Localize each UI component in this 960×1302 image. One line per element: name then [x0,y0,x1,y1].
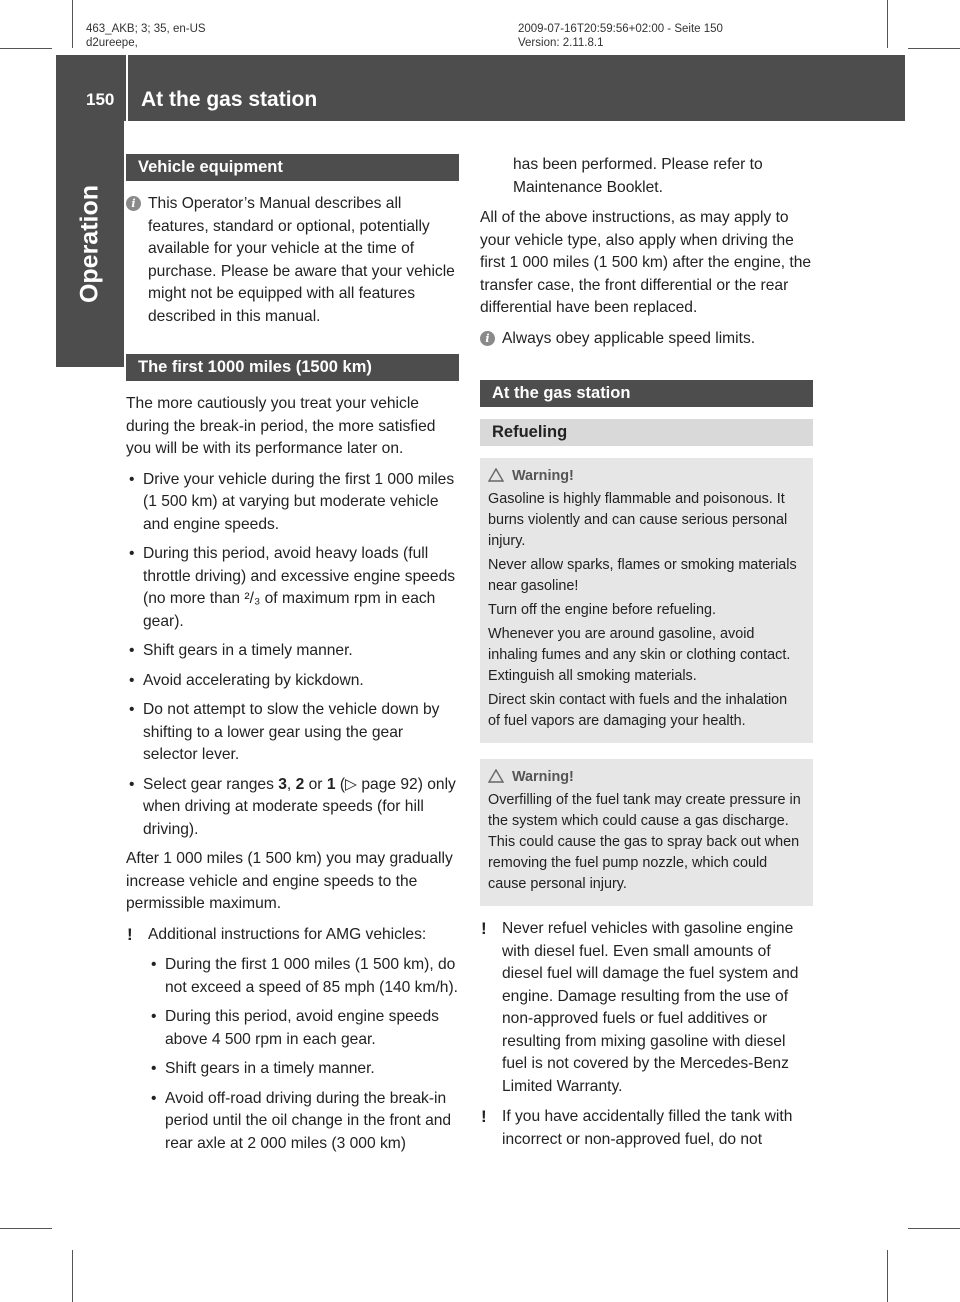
crop-mark [908,48,960,49]
list-item [126,774,459,842]
crop-mark [908,1228,960,1229]
side-tab [56,121,124,367]
exclamation-icon: ! [127,924,133,944]
section-heading-first-miles: The first 1000 miles (1500 km) [126,354,459,381]
warning-text: Whenever you are around gasoline, avoid inhaling fumes and any skin or clothing contact. Extinguish all smoking materials. [488,626,791,684]
info-icon: i [480,331,495,346]
list-item: • Shift gears in a timely manner. [126,640,459,663]
print-meta-line: d2ureepe, [86,37,138,49]
list-item: • Drive your vehicle during the first 1 000 miles (1 500 km) at varying but moderate vehicle and engine speeds. [126,469,459,537]
side-tab-label: Operation [75,184,104,304]
info-note-text: Always obey applicable speed limits. [502,329,756,347]
crop-mark [887,1250,888,1302]
warning-text: Overfilling of the fuel tank may create pressure in the system which could cause a gas discharge. This could cause the gas to spray back out when removing the fuel pump nozzle, which could cause personal injury. [488,792,801,892]
text-run: or [304,775,327,793]
crop-mark [887,0,888,48]
crop-mark [72,1250,73,1302]
spacer [126,336,459,354]
warning-text: Never allow sparks, flames or smoking materials near gasoline! [488,557,797,594]
warning-title-text: Warning! [512,769,574,785]
list-item: • Shift gears in a timely manner. [148,1058,459,1081]
list-item: • Do not attempt to slow the vehicle down by shifting to a lower gear using the gear selector lever. [126,699,459,767]
info-note [126,193,459,328]
caution-note [480,1106,813,1151]
print-meta-left [86,22,206,50]
warning-title [488,767,803,788]
list-item: • During the first 1 000 miles (1 500 km), do not exceed a speed of 85 mph (140 km/h). [148,954,459,999]
warning-triangle-icon [488,468,504,482]
header-divider [126,55,128,121]
caution-note [126,924,459,947]
section-heading-gas-station: At the gas station [480,380,813,407]
page-number: 150 [86,90,115,109]
warning-title-text: Warning! [512,468,574,484]
all-above-paragraph: All of the above instructions, as may apply to your vehicle type, also apply when driving the first 1 000 miles (1 500 km) after the engine, the transfer case, the front differential or the rear differential have been replaced. [480,209,812,316]
print-meta-line: 2009-07-16T20:59:56+02:00 - Seite 150 [518,23,723,35]
intro-paragraph: The more cautiously you treat your vehicle during the break-in period, the more satisfied you will be with its performance later on. [126,395,436,457]
after-paragraph: After 1 000 miles (1 500 km) you may gradually increase vehicle and engine speeds to the permissible maximum. [126,850,453,912]
print-meta-line: Version: 2.11.8.1 [518,37,604,49]
caution-note-text: Never refuel vehicles with gasoline engine with diesel fuel. Even small amounts of diesel fuel will damage the fuel system and engine. Damage resulting from the use of non-approved fuels or fuel additives or resulting from mixing gasoline with diesel fuel is not covered by the Mercedes-Benz Limited Warranty. [502,920,799,1095]
section-heading-vehicle-equipment: Vehicle equipment [126,154,459,181]
gear-range: 3 [278,775,287,793]
list-item: • During this period, avoid heavy loads (full throttle driving) and excessive engine speeds (no more than ²/₃ of maximum rpm in each gear). [126,543,459,633]
amg-list [126,954,459,1155]
page-reference: (▷ page 92) only when driving at moderate speeds (for hill driving). [143,775,456,838]
list-item: • Avoid off-road driving during the break-in period until the oil change in the front and rear axle at 2 000 miles (3 000 km) [148,1088,459,1156]
info-note [480,328,813,351]
exclamation-icon: ! [481,1107,487,1126]
warning-text: Gasoline is highly flammable and poisonous. It burns violently and can cause serious personal injury. [488,491,788,549]
warning-text: Direct skin contact with fuels and the inhalation of fuel vapors are damaging your health. [488,692,788,729]
gear-range: 2 [295,775,305,793]
gear-range: 1 [326,775,336,793]
print-meta-right [518,22,723,50]
right-column [480,154,813,1159]
warning-triangle-icon [488,769,504,783]
crop-mark [72,0,73,48]
warning-box [480,458,813,743]
subsection-heading-refueling: Refueling [480,419,813,446]
print-meta-line: 463_AKB; 3; 35, en-US [86,23,206,35]
crop-mark [0,1228,52,1229]
warning-title [488,466,803,487]
text-run: Select gear ranges [143,775,279,793]
caution-note [480,918,813,1098]
left-column [126,154,459,1162]
list-item: • Avoid accelerating by kickdown. [126,670,459,693]
info-note-text: This Operator’s Manual describes all features, standard or optional, potentially available for your vehicle at the time of purchase. Please be aware that your vehicle might not be equipped with all features described in this manual. [148,195,455,325]
list-item: • During this period, avoid engine speeds above 4 500 rpm in each gear. [148,1006,459,1051]
continuation-text: has been performed. Please refer to Maintenance Booklet. [513,156,763,196]
info-icon: i [126,196,141,211]
exclamation-icon: ! [481,919,487,938]
crop-mark [0,48,52,49]
warning-box [480,759,813,906]
page-title: At the gas station [141,88,318,111]
warning-text: Turn off the engine before refueling. [488,602,717,618]
caution-note-text: Additional instructions for AMG vehicles: [148,925,427,943]
text-run: , [286,775,296,793]
spacer [480,358,813,380]
caution-note-text: If you have accidentally filled the tank with incorrect or non-approved fuel, do not [502,1108,793,1148]
